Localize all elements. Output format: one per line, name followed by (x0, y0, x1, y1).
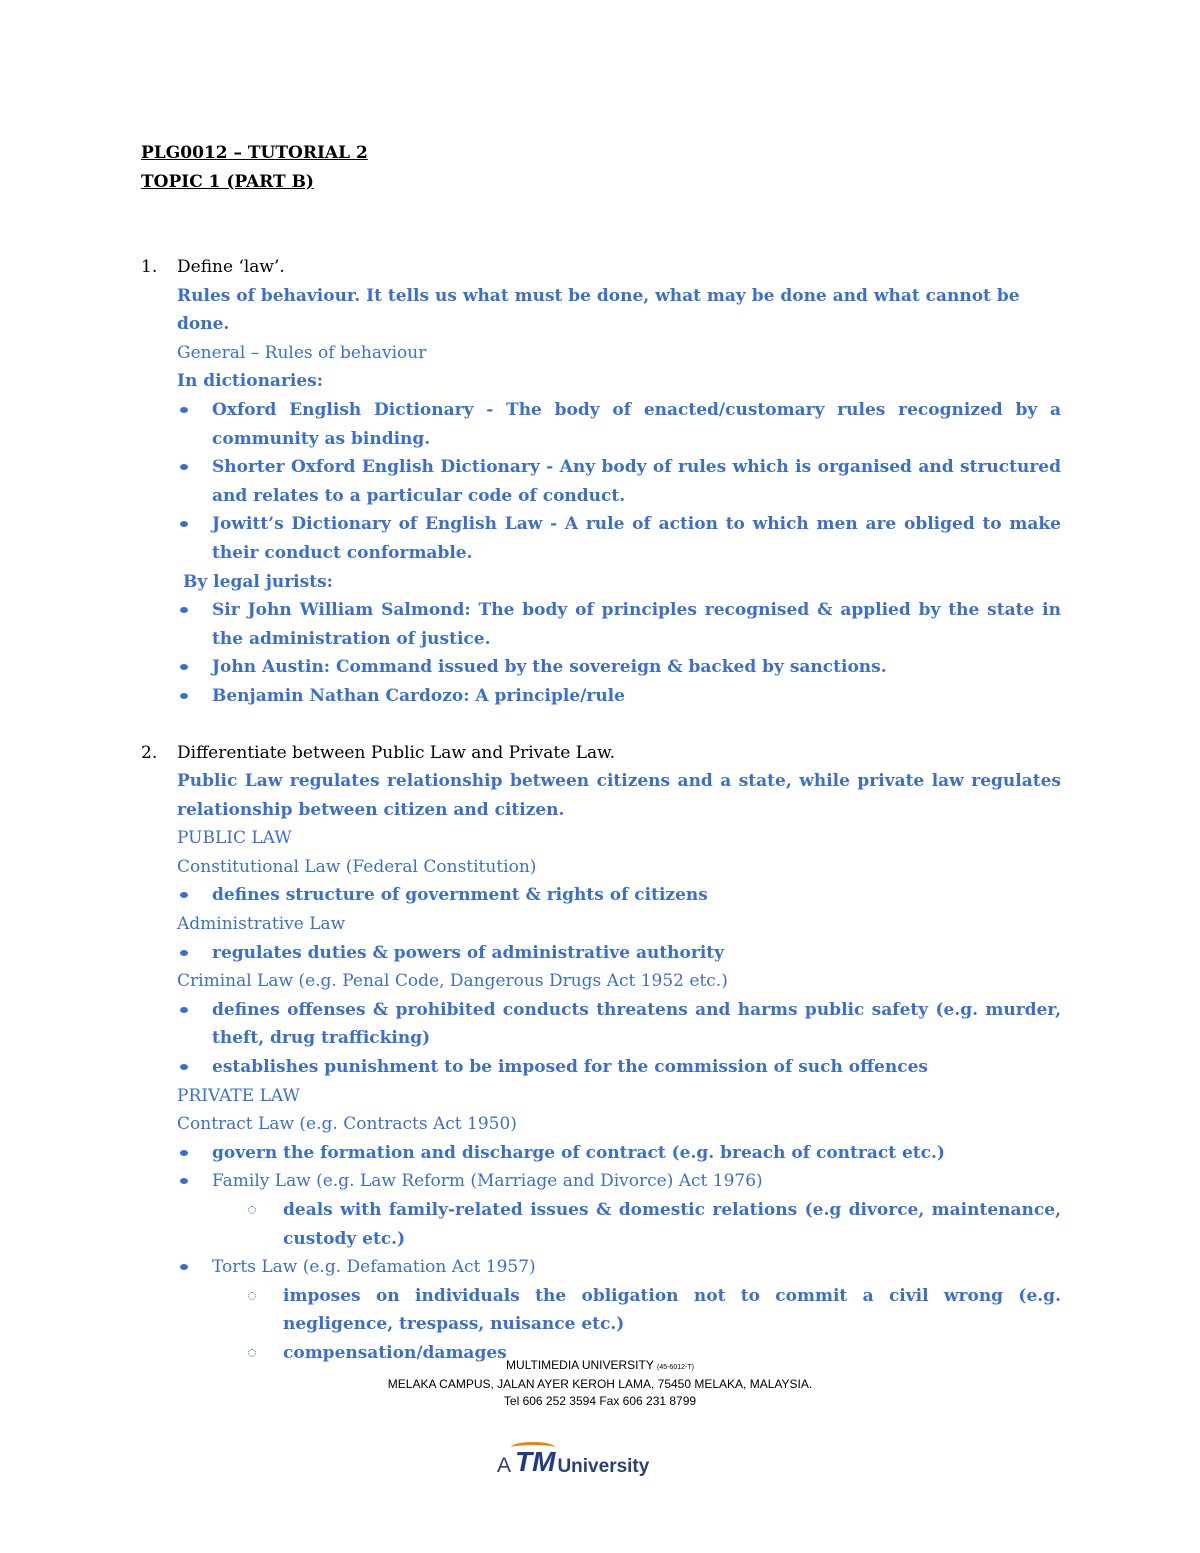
jurists-heading: By legal jurists: (183, 571, 333, 592)
list-item: deals with family-related issues & domestic relations (e.g divorce, maintenance, custody etc.) (177, 1196, 1061, 1253)
list-item: Shorter Oxford English Dictionary - Any body of rules which is organised and structured and relates to a particular code of conduct. (177, 453, 1061, 510)
answer-intro: Rules of behaviour. It tells us what must be done, what may be done and what cannot be done. (177, 285, 1020, 335)
torts-law-heading: Torts Law (e.g. Defamation Act 1957) (212, 1257, 536, 1278)
footer (0, 1357, 1200, 1410)
question-number: 2. (141, 742, 158, 763)
list-item: defines offenses & prohibited conducts threatens and harms public safety (e.g. murder, theft, drug trafficking) (177, 996, 1061, 1053)
logo-a: A (497, 1454, 512, 1477)
question-text: Define ‘law’. (177, 257, 285, 277)
tm-university-logo (497, 1448, 649, 1478)
contract-law-heading: Contract Law (e.g. Contracts Act 1950) (177, 1114, 517, 1135)
logo-swoosh-icon (511, 1442, 555, 1453)
list-item: John Austin: Command issued by the sovereign & backed by sanctions. (177, 653, 1061, 682)
list-item: imposes on individuals the obligation not to commit a civil wrong (e.g. negligence, trespass, nuisance etc.) (177, 1282, 1061, 1339)
list-item: defines structure of government & rights of citizens (177, 881, 1061, 910)
torts-list (177, 1253, 1061, 1282)
list-item: regulates duties & powers of administrative authority (177, 939, 1061, 968)
family-law-sublist (177, 1196, 1061, 1253)
tutorial-content (141, 253, 1061, 1368)
question-2 (141, 739, 1061, 1368)
criminal-law-heading: Criminal Law (e.g. Penal Code, Dangerous Drugs Act 1952 etc.) (177, 971, 728, 992)
question-number: 1. (141, 257, 158, 277)
list-item: Jowitt’s Dictionary of English Law - A rule of action to which men are obliged to make their conduct conformable. (177, 510, 1061, 567)
question-text: Differentiate between Public Law and Private Law. (177, 742, 616, 763)
criminal-list (177, 996, 1061, 1082)
footer-reg: (45-6012-T) (656, 1364, 694, 1371)
jurists-list (177, 596, 1061, 710)
footer-address: MELAKA CAMPUS, JALAN AYER KEROH LAMA, 75450 MELAKA, MALAYSIA. (387, 1377, 813, 1391)
logo-university: University (557, 1456, 650, 1477)
list-item: establishes punishment to be imposed for the commission of such offences (177, 1053, 1061, 1082)
family-law-heading: Family Law (e.g. Law Reform (Marriage and Divorce) Act 1976) (212, 1171, 763, 1192)
logo-tm-text: TM (515, 1446, 556, 1477)
dictionaries-heading: In dictionaries: (177, 371, 324, 392)
private-law-list (177, 1139, 1061, 1196)
list-item (177, 1167, 1061, 1196)
list-item: Sir John William Salmond: The body of principles recognised & applied by the state in the administration of justice. (177, 596, 1061, 653)
torts-sublist (177, 1282, 1061, 1368)
footer-contact: Tel 606 252 3594 Fax 606 231 8799 (503, 1394, 697, 1408)
list-item: Oxford English Dictionary - The body of enacted/customary rules recognized by a community as binding. (177, 396, 1061, 453)
footer-university: MULTIMEDIA UNIVERSITY (506, 1358, 654, 1372)
question-1 (141, 253, 1061, 711)
topic-title: TOPIC 1 (PART B) (141, 172, 314, 192)
administrative-law-heading: Administrative Law (177, 914, 346, 935)
list-item (177, 1253, 1061, 1282)
list-item: compensation/damages (177, 1339, 1061, 1368)
logo-tm (515, 1446, 555, 1478)
general-definition: General – Rules of behaviour (177, 342, 427, 363)
constitutional-list (177, 881, 1061, 910)
dictionary-list (177, 396, 1061, 568)
course-title: PLG0012 – TUTORIAL 2 (141, 143, 368, 163)
administrative-list (177, 939, 1061, 968)
answer-intro: Public Law regulates relationship between citizens and a state, while private law regulates relationship between citizen and citizen. (177, 771, 1061, 820)
list-item: Benjamin Nathan Cardozo: A principle/rule (177, 682, 1061, 711)
private-law-heading: PRIVATE LAW (177, 1085, 300, 1106)
constitutional-law-heading: Constitutional Law (Federal Constitution) (177, 856, 537, 877)
list-item: govern the formation and discharge of contract (e.g. breach of contract etc.) (177, 1139, 1061, 1168)
public-law-heading: PUBLIC LAW (177, 828, 292, 849)
